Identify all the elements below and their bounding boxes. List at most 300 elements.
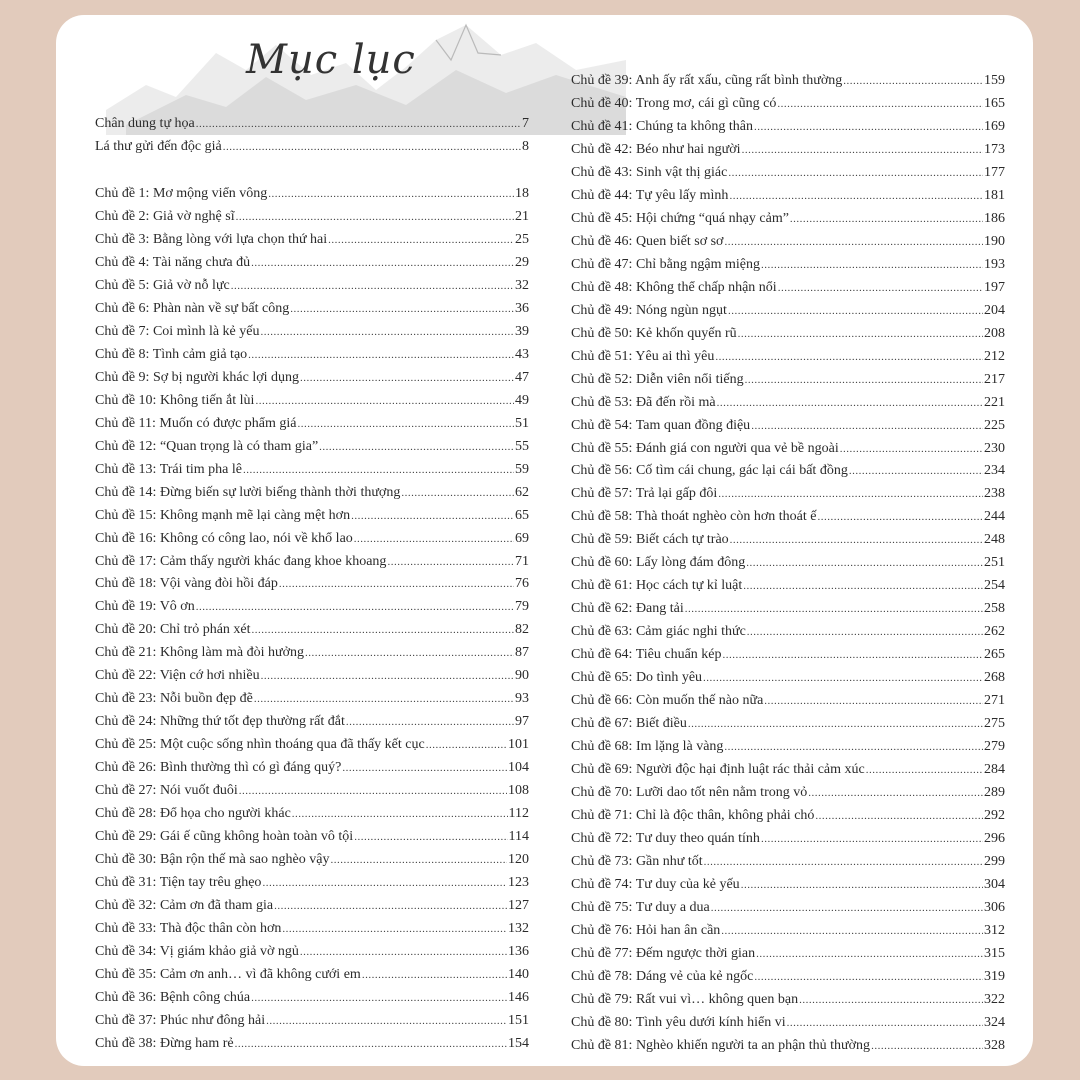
dot-leader <box>840 443 983 455</box>
page-number: 312 <box>984 922 1005 938</box>
dot-leader <box>843 75 983 87</box>
entry-title: Chủ đề 23: Nỗi buồn đẹp đẽ <box>95 691 253 707</box>
entry-title: Chủ đề 67: Biết điều <box>571 716 687 732</box>
toc-entry[interactable] <box>571 349 1005 372</box>
toc-entry[interactable] <box>571 257 1005 280</box>
page-number: 328 <box>984 1037 1005 1053</box>
toc-entry[interactable] <box>95 806 529 829</box>
toc-entry[interactable] <box>571 486 1005 509</box>
toc-entry[interactable] <box>571 831 1005 854</box>
dot-leader <box>330 854 507 866</box>
page-number: 120 <box>508 852 529 868</box>
page-number: 29 <box>515 254 529 270</box>
toc-entry[interactable] <box>571 624 1005 647</box>
entry-title: Chủ đề 25: Một cuộc sống nhìn thoáng qua đã thấy kết cục <box>95 737 425 753</box>
toc-entry[interactable] <box>95 439 529 462</box>
toc-entry[interactable] <box>571 165 1005 188</box>
entry-title: Chủ đề 39: Anh ấy rất xấu, cũng rất bình thường <box>571 73 843 88</box>
page-number: 262 <box>984 624 1005 640</box>
entry-title: Chủ đề 29: Gái ế cũng không hoàn toàn vô tội <box>95 829 354 845</box>
toc-entry[interactable] <box>95 691 529 714</box>
page-number: 114 <box>508 829 529 845</box>
dot-leader <box>346 716 514 728</box>
page-number: 36 <box>515 300 529 316</box>
page-number: 217 <box>984 371 1005 387</box>
toc-entry[interactable] <box>95 278 529 301</box>
dot-leader <box>255 395 514 407</box>
entry-title: Chủ đề 18: Vội vàng đòi hồi đáp <box>95 576 278 592</box>
toc-left-column <box>95 186 529 1059</box>
page-number: 132 <box>508 921 529 936</box>
toc-entry[interactable] <box>571 73 1005 96</box>
entry-title: Chủ đề 60: Lấy lòng đám đông <box>571 555 746 571</box>
dot-leader <box>787 1017 983 1029</box>
toc-entry[interactable] <box>95 301 529 324</box>
dot-leader <box>728 167 983 179</box>
entry-title: Chủ đề 6: Phàn nàn về sự bất công <box>95 300 290 316</box>
entry-title: Chủ đề 16: Không có công lao, nói về khổ lao <box>95 530 353 546</box>
toc-entry[interactable] <box>95 967 529 990</box>
toc-entry[interactable] <box>571 555 1005 578</box>
entry-title: Chủ đề 17: Cảm thấy người khác đang khoe khoang <box>95 553 387 569</box>
dot-leader <box>274 900 507 912</box>
entry-title: Chủ đề 71: Chỉ là độc thân, không phải chó <box>571 808 815 823</box>
dot-leader <box>354 831 507 843</box>
entry-title: Chủ đề 48: Không thể chấp nhận nổi <box>571 279 777 295</box>
toc-entry[interactable] <box>571 234 1005 257</box>
dot-leader <box>746 557 983 569</box>
toc-entry[interactable] <box>571 946 1005 969</box>
entry-title: Chủ đề 43: Sinh vật thị giác <box>571 164 728 180</box>
toc-entry[interactable] <box>95 416 529 439</box>
page-number: 51 <box>515 415 529 431</box>
page-number: 79 <box>515 599 529 615</box>
toc-front-matter <box>95 116 529 162</box>
entry-title: Chủ đề 58: Thà thoát nghèo còn hơn thoát ế <box>571 509 817 525</box>
dot-leader <box>362 969 507 981</box>
dot-leader <box>266 1015 507 1027</box>
page-number: 248 <box>984 532 1005 548</box>
toc-entry[interactable] <box>95 485 529 508</box>
dot-leader <box>808 787 983 799</box>
toc-entry[interactable] <box>571 785 1005 808</box>
entry-title: Chủ đề 65: Do tình yêu <box>571 670 703 686</box>
page-number: 49 <box>515 392 529 408</box>
page-number: 315 <box>984 945 1005 961</box>
page-number: 65 <box>515 507 529 523</box>
entry-title: Chủ đề 35: Cảm ơn anh… vì đã không cưới em <box>95 966 361 982</box>
entry-title: Chủ đề 74: Tư duy của kẻ yếu <box>571 876 740 892</box>
dot-leader <box>223 141 521 153</box>
dot-leader <box>260 326 514 338</box>
entry-title: Chủ đề 70: Lưỡi dao tốt nên nằm trong vỏ <box>571 785 808 801</box>
entry-title: Chủ đề 54: Tam quan đồng điệu <box>571 417 751 433</box>
page-number: 225 <box>984 417 1005 433</box>
toc-entry[interactable] <box>571 739 1005 762</box>
toc-entry[interactable] <box>95 370 529 393</box>
dot-leader <box>300 946 507 958</box>
dot-leader <box>387 556 514 568</box>
toc-entry[interactable] <box>95 186 529 209</box>
toc-entry[interactable] <box>571 96 1005 119</box>
dot-leader <box>279 578 514 590</box>
page-number: 221 <box>984 394 1005 410</box>
page-number: 151 <box>508 1012 529 1028</box>
dot-leader <box>721 925 983 937</box>
entry-title: Chủ đề 32: Cảm ơn đã tham gia <box>95 898 274 914</box>
page-number: 123 <box>508 875 529 891</box>
toc-entry[interactable] <box>571 601 1005 624</box>
dot-leader <box>723 649 984 661</box>
entry-title: Chủ đề 3: Bằng lòng với lựa chọn thứ hai <box>95 231 328 247</box>
entry-title: Chủ đề 28: Đổ họa cho người khác <box>95 806 291 822</box>
toc-entry[interactable] <box>95 347 529 370</box>
entry-title: Chủ đề 56: Cố tìm cái chung, gác lại cái bất đồng <box>571 463 848 479</box>
page-number: 234 <box>984 463 1005 479</box>
dot-leader <box>738 328 983 340</box>
dot-leader <box>761 259 983 271</box>
entry-title: Chủ đề 68: Im lặng là vàng <box>571 739 724 755</box>
toc-entry[interactable] <box>95 232 529 255</box>
dot-leader <box>236 211 514 223</box>
page-number: 279 <box>984 739 1005 755</box>
dot-leader <box>292 808 508 820</box>
toc-entry[interactable] <box>95 737 529 760</box>
entry-title: Chủ đề 30: Bận rộn thế mà sao nghèo vậy <box>95 852 330 868</box>
entry-title: Chủ đề 46: Quen biết sơ sơ <box>571 233 724 249</box>
entry-title: Chủ đề 45: Hội chứng “quá nhạy cảm” <box>571 210 789 226</box>
entry-title: Chủ đề 9: Sợ bị người khác lợi dụng <box>95 369 300 385</box>
dot-leader <box>262 877 507 889</box>
dot-leader <box>328 234 514 246</box>
entry-title: Chủ đề 33: Thà độc thân còn hơn <box>95 921 282 936</box>
toc-entry[interactable] <box>571 532 1005 555</box>
dot-leader <box>351 510 514 522</box>
dot-leader <box>243 464 514 476</box>
toc-entry-front[interactable] <box>95 116 529 139</box>
toc-entry[interactable] <box>95 921 529 944</box>
page-number: 177 <box>984 164 1005 180</box>
dot-leader <box>778 282 983 294</box>
toc-entry[interactable] <box>571 716 1005 739</box>
toc-entry[interactable] <box>571 372 1005 395</box>
page-number: 59 <box>515 461 529 477</box>
page-number: 165 <box>984 95 1005 111</box>
dot-leader <box>818 511 984 523</box>
dot-leader <box>235 1038 507 1050</box>
entry-title: Chủ đề 47: Chỉ bằng ngậm miệng <box>571 256 760 272</box>
page-number: 197 <box>984 279 1005 295</box>
toc-entry[interactable] <box>571 188 1005 211</box>
toc-entry[interactable] <box>571 877 1005 900</box>
page-number: 208 <box>984 325 1005 341</box>
page-number: 258 <box>984 601 1005 617</box>
toc-title: Mục lục <box>246 37 416 83</box>
dot-leader <box>248 349 514 361</box>
page-number: 7 <box>522 116 529 131</box>
toc-entry[interactable] <box>571 395 1005 418</box>
dot-leader <box>751 420 983 432</box>
page-number: 8 <box>522 138 529 154</box>
dot-leader <box>426 739 507 751</box>
toc-entry[interactable] <box>95 668 529 691</box>
page-number: 265 <box>984 647 1005 663</box>
dot-leader <box>743 580 983 592</box>
toc-entry[interactable] <box>571 693 1005 716</box>
dot-leader <box>729 190 983 202</box>
page-number: 251 <box>984 555 1005 571</box>
entry-title: Chủ đề 79: Rất vui vì… không quen bạn <box>571 991 799 1007</box>
dot-leader <box>866 764 983 776</box>
toc-entry[interactable] <box>95 324 529 347</box>
toc-entry[interactable] <box>95 760 529 783</box>
toc-entry[interactable] <box>95 1036 529 1059</box>
dot-leader <box>764 695 983 707</box>
dot-leader <box>754 121 983 133</box>
toc-entry[interactable] <box>95 1013 529 1036</box>
page-number: 289 <box>984 785 1005 801</box>
page-number: 322 <box>984 991 1005 1007</box>
dot-leader <box>747 626 983 638</box>
entry-title: Chủ đề 10: Không tiến ắt lùi <box>95 392 255 408</box>
dot-leader <box>251 257 514 269</box>
toc-entry[interactable] <box>95 576 529 599</box>
entry-title: Chủ đề 19: Vô ơn <box>95 599 195 615</box>
page-number: 104 <box>508 760 529 776</box>
dot-leader <box>717 397 983 409</box>
page-number: 112 <box>508 806 529 822</box>
dot-leader <box>196 601 514 613</box>
entry-title: Chủ đề 52: Diễn viên nổi tiếng <box>571 371 744 387</box>
entry-title: Chủ đề 40: Trong mơ, cái gì cũng có <box>571 95 777 111</box>
toc-entry[interactable] <box>571 647 1005 670</box>
entry-title: Chủ đề 13: Trái tim pha lê <box>95 461 242 477</box>
page-number: 159 <box>984 73 1005 88</box>
entry-title: Chủ đề 1: Mơ mộng viển vông <box>95 186 268 201</box>
entry-title: Chủ đề 69: Người độc hại định luật rác thải cảm xúc <box>571 762 865 778</box>
toc-entry[interactable] <box>95 875 529 898</box>
entry-title: Chủ đề 24: Những thứ tốt đẹp thường rất đắt <box>95 714 345 730</box>
entry-title: Chân dung tự họa <box>95 116 195 131</box>
toc-entry[interactable] <box>95 990 529 1013</box>
entry-title: Chủ đề 14: Đừng biến sự lười biếng thành thời thượng <box>95 484 401 500</box>
entry-title: Chủ đề 59: Biết cách tự trào <box>571 532 729 548</box>
toc-entry[interactable] <box>95 645 529 668</box>
toc-entry[interactable] <box>571 418 1005 441</box>
entry-title: Chủ đề 63: Cảm giác nghi thức <box>571 624 746 640</box>
page-number: 82 <box>515 622 529 638</box>
toc-entry[interactable] <box>571 923 1005 946</box>
dot-leader <box>290 303 514 315</box>
toc-entry[interactable] <box>571 578 1005 601</box>
page-number: 97 <box>515 714 529 730</box>
entry-title: Chủ đề 76: Hỏi han ân cần <box>571 922 721 938</box>
page-number: 18 <box>515 186 529 201</box>
page-number: 190 <box>984 233 1005 249</box>
page-number: 271 <box>984 693 1005 709</box>
entry-title: Chủ đề 5: Giả vờ nỗ lực <box>95 277 230 293</box>
dot-leader <box>703 672 983 684</box>
dot-leader <box>777 98 983 110</box>
page-number: 212 <box>984 348 1005 364</box>
page-number: 154 <box>508 1035 529 1051</box>
page-number: 39 <box>515 323 529 339</box>
entry-title: Chủ đề 66: Còn muốn thế nào nữa <box>571 693 764 709</box>
dot-leader <box>711 902 983 914</box>
dot-leader <box>282 923 507 935</box>
page-number: 169 <box>984 118 1005 134</box>
entry-title: Chủ đề 15: Không mạnh mẽ lại càng mệt hơn <box>95 507 351 523</box>
entry-title: Chủ đề 55: Đánh giá con người qua vẻ bề ngoài <box>571 440 839 456</box>
page-number: 299 <box>984 853 1005 869</box>
page-number: 304 <box>984 876 1005 892</box>
page-number: 25 <box>515 231 529 247</box>
entry-title: Chủ đề 81: Nghèo khiến người ta an phận thủ thường <box>571 1037 871 1053</box>
toc-entry[interactable] <box>95 531 529 554</box>
page-number: 254 <box>984 578 1005 594</box>
page-number: 76 <box>515 576 529 592</box>
entry-title: Chủ đề 2: Giả vờ nghệ sĩ <box>95 208 235 224</box>
toc-entry[interactable] <box>571 441 1005 464</box>
toc-entry[interactable] <box>95 462 529 485</box>
entry-title: Chủ đề 78: Dáng vẻ của kẻ ngốc <box>571 968 754 984</box>
dot-leader <box>799 994 983 1006</box>
dot-leader <box>741 879 983 891</box>
toc-page <box>56 15 1033 1066</box>
toc-entry[interactable] <box>571 509 1005 532</box>
dot-leader <box>231 280 514 292</box>
dot-leader <box>756 948 983 960</box>
toc-entry[interactable] <box>571 211 1005 234</box>
page-number: 268 <box>984 670 1005 686</box>
toc-entry[interactable] <box>571 119 1005 142</box>
page-number: 238 <box>984 486 1005 502</box>
entry-title: Chủ đề 8: Tình cảm giả tạo <box>95 346 248 362</box>
dot-leader <box>761 833 983 845</box>
entry-title: Chủ đề 73: Gần như tốt <box>571 853 703 869</box>
page-number: 284 <box>984 762 1005 778</box>
page-number: 62 <box>515 484 529 500</box>
toc-entry[interactable] <box>95 393 529 416</box>
toc-entry[interactable] <box>95 714 529 737</box>
dot-leader <box>704 856 983 868</box>
toc-entry[interactable] <box>95 508 529 531</box>
toc-entry[interactable] <box>95 783 529 806</box>
toc-entry[interactable] <box>571 1038 1005 1061</box>
toc-entry[interactable] <box>95 829 529 852</box>
toc-entry[interactable] <box>571 303 1005 326</box>
entry-title: Chủ đề 11: Muốn có được phẩm giá <box>95 415 297 431</box>
entry-title: Chủ đề 38: Đừng ham rẻ <box>95 1035 234 1051</box>
dot-leader <box>342 762 507 774</box>
entry-title: Chủ đề 36: Bệnh công chúa <box>95 989 251 1005</box>
dot-leader <box>742 144 983 156</box>
dot-leader <box>715 351 983 363</box>
dot-leader <box>298 418 515 430</box>
page-number: 324 <box>984 1014 1005 1030</box>
toc-entry[interactable] <box>571 808 1005 831</box>
entry-title: Chủ đề 77: Đếm ngược thời gian <box>571 945 756 961</box>
dot-leader <box>728 305 983 317</box>
page-number: 136 <box>508 943 529 959</box>
entry-title: Chủ đề 31: Tiện tay trêu ghẹo <box>95 875 262 891</box>
entry-title: Chủ đề 34: Vị giám khảo giả vờ ngủ <box>95 943 299 959</box>
dot-leader <box>718 488 983 500</box>
page-number: 69 <box>515 530 529 546</box>
entry-title: Lá thư gửi đến độc giả <box>95 138 222 154</box>
toc-entry[interactable] <box>571 670 1005 693</box>
toc-entry[interactable] <box>95 255 529 278</box>
dot-leader <box>745 374 983 386</box>
entry-title: Chủ đề 27: Nói vuốt đuôi <box>95 783 238 799</box>
toc-entry[interactable] <box>571 280 1005 303</box>
entry-title: Chủ đề 61: Học cách tự kỉ luật <box>571 578 743 594</box>
toc-entry[interactable] <box>95 898 529 921</box>
toc-entry[interactable] <box>571 762 1005 785</box>
toc-entry[interactable] <box>571 142 1005 165</box>
dot-leader <box>790 213 983 225</box>
entry-title: Chủ đề 37: Phúc như đông hải <box>95 1012 266 1028</box>
page-number: 32 <box>515 277 529 293</box>
page-number: 296 <box>984 830 1005 846</box>
dot-leader <box>685 603 983 615</box>
toc-entry[interactable] <box>571 969 1005 992</box>
dot-leader <box>849 465 983 477</box>
toc-entry[interactable] <box>571 992 1005 1015</box>
page-number: 204 <box>984 302 1005 318</box>
toc-entry[interactable] <box>95 622 529 645</box>
toc-entry[interactable] <box>571 854 1005 877</box>
page-number: 140 <box>508 966 529 982</box>
dot-leader <box>754 971 983 983</box>
page-number: 127 <box>508 898 529 914</box>
toc-entry[interactable] <box>95 209 529 232</box>
entry-title: Chủ đề 21: Không làm mà đòi hưởng <box>95 645 305 661</box>
toc-entry-front[interactable] <box>95 139 529 162</box>
toc-entry[interactable] <box>571 326 1005 349</box>
page-number: 93 <box>515 691 529 707</box>
entry-title: Chủ đề 62: Đang tải <box>571 601 684 617</box>
page-number: 21 <box>515 208 529 224</box>
toc-entry[interactable] <box>571 1015 1005 1038</box>
entry-title: Chủ đề 12: “Quan trọng là có tham gia” <box>95 438 319 454</box>
dot-leader <box>254 693 514 705</box>
page-number: 146 <box>508 989 529 1005</box>
page-number: 47 <box>515 369 529 385</box>
dot-leader <box>196 118 521 130</box>
toc-entry[interactable] <box>95 554 529 577</box>
toc-entry[interactable] <box>95 599 529 622</box>
dot-leader <box>730 534 983 546</box>
entry-title: Chủ đề 44: Tự yêu lấy mình <box>571 187 729 203</box>
page-number: 87 <box>515 645 529 661</box>
dot-leader <box>268 188 514 200</box>
dot-leader <box>300 372 514 384</box>
page-number: 173 <box>984 141 1005 157</box>
toc-right-column <box>571 73 1005 1061</box>
entry-title: Chủ đề 80: Tình yêu dưới kính hiển vi <box>571 1014 786 1030</box>
entry-title: Chủ đề 22: Viện cớ hơi nhiều <box>95 668 260 684</box>
dot-leader <box>305 647 514 659</box>
page-number: 306 <box>984 899 1005 915</box>
toc-entry[interactable] <box>571 463 1005 486</box>
toc-entry[interactable] <box>95 944 529 967</box>
page-number: 186 <box>984 210 1005 226</box>
toc-entry[interactable] <box>571 900 1005 923</box>
entry-title: Chủ đề 51: Yêu ai thì yêu <box>571 348 715 364</box>
page-number: 43 <box>515 346 529 362</box>
toc-entry[interactable] <box>95 852 529 875</box>
